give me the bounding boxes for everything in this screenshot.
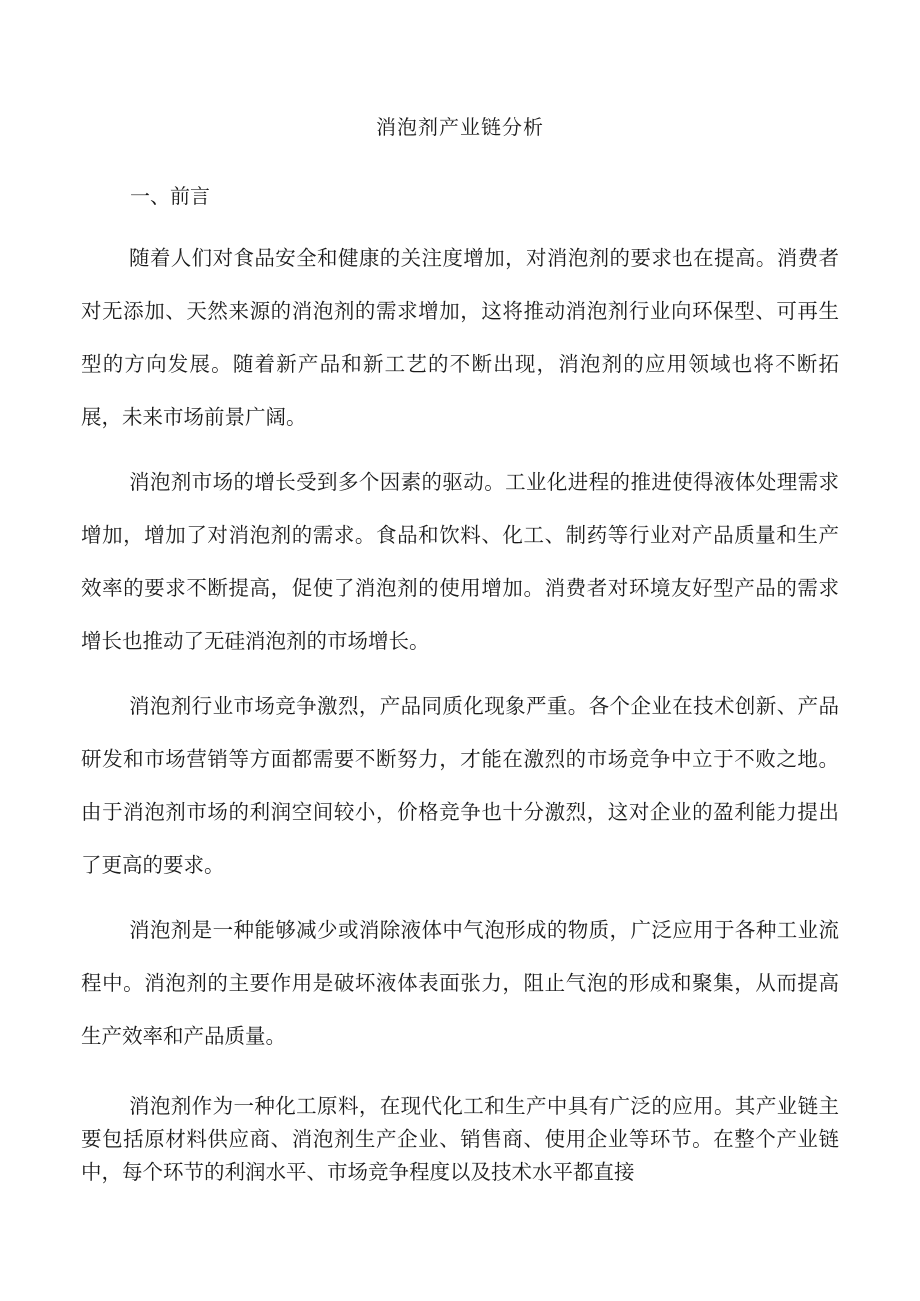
paragraph-2: 消泡剂市场的增长受到多个因素的驱动。工业化进程的推进使得液体处理需求增加，增加了对消泡剂的需求。食品和饮料、化工、制药等行业对产品质量和生产效率的要求不断提高，促使了消泡剂的使用增加。消费者对环境友好型产品的需求增长也推动了无硅消泡剂的市场增长。	[81, 470, 839, 653]
section-heading: 一、前言	[130, 184, 210, 208]
paragraph-1: 随着人们对食品安全和健康的关注度增加，对消泡剂的要求也在提高。消费者对无添加、天然来源的消泡剂的需求增加，这将推动消泡剂行业向环保型、可再生型的方向发展。随着新产品和新工艺的不断出现，消泡剂的应用领域也将不断拓展，未来市场前景广阔。	[81, 246, 839, 429]
paragraph-5: 消泡剂作为一种化工原料，在现代化工和生产中具有广泛的应用。其产业链主要包括原材料供应商、消泡剂生产企业、销售商、使用企业等环节。在整个产业链中，每个环节的利润水平、市场竞争程度以及技术水平都直接	[81, 1094, 839, 1184]
document-title: 消泡剂产业链分析	[376, 115, 544, 139]
paragraph-4: 消泡剂是一种能够减少或消除液体中气泡形成的物质，广泛应用于各种工业流程中。消泡剂的主要作用是破坏液体表面张力，阻止气泡的形成和聚集，从而提高生产效率和产品质量。	[81, 918, 839, 1048]
paragraph-3: 消泡剂行业市场竞争激烈，产品同质化现象严重。各个企业在技术创新、产品研发和市场营销等方面都需要不断努力，才能在激烈的市场竞争中立于不败之地。由于消泡剂市场的利润空间较小，价格竞争也十分激烈，这对企业的盈利能力提出了更高的要求。	[81, 694, 839, 877]
